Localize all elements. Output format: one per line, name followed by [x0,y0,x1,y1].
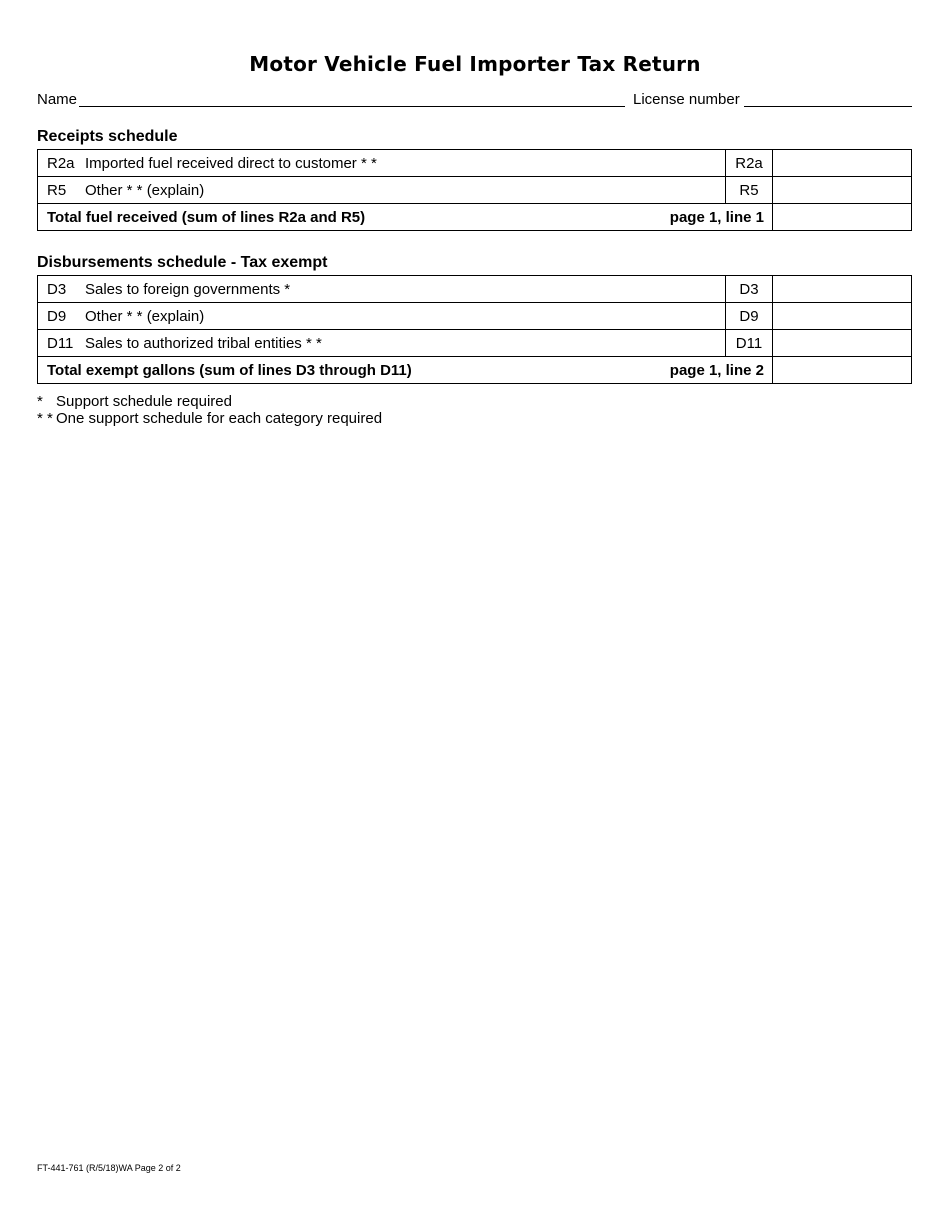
total-label: Total fuel received (sum of lines R2a and R5) [38,204,629,231]
disbursements-schedule-heading: Disbursements schedule - Tax exempt [37,254,328,271]
footnote-mark: * * [37,410,53,427]
row-description [38,276,726,303]
total-fuel-received-field[interactable] [773,204,912,231]
line-ref: D11 [726,330,773,357]
table-row [38,276,912,303]
line-ref: R5 [726,177,773,204]
amount-field-d11[interactable] [773,330,912,357]
row-description [38,330,726,357]
line-code: R5 [47,181,67,199]
line-ref: D3 [726,276,773,303]
amount-field-d9[interactable] [773,303,912,330]
line-code: D9 [47,307,67,325]
table-row [38,177,912,204]
line-description: Other * * (explain) [85,307,205,325]
name-label: Name [37,91,78,108]
form-title: Motor Vehicle Fuel Importer Tax Return [249,52,701,76]
footnote-text: One support schedule for each category required [56,410,383,427]
line-code: R2a [47,154,75,172]
amount-field-r2a[interactable] [773,150,912,177]
line-ref: D9 [726,303,773,330]
disbursements-schedule-table [37,275,912,384]
total-row [38,357,912,384]
license-number-field[interactable] [744,106,912,107]
line-description: Other * * (explain) [85,181,205,199]
form-footer: FT-441-761 (R/5/18)WA Page 2 of 2 [37,1163,181,1173]
table-row [38,303,912,330]
row-description [38,303,726,330]
receipts-schedule-table [37,149,912,231]
footnote-mark: * [37,393,43,410]
table-row [38,150,912,177]
footnote [37,410,382,427]
footnotes [37,393,382,427]
row-description [38,177,726,204]
total-label: Total exempt gallons (sum of lines D3 through D11) [38,357,637,384]
footnote-text: Support schedule required [56,393,232,410]
row-description [38,150,726,177]
amount-field-r5[interactable] [773,177,912,204]
total-page-ref: page 1, line 2 [636,357,772,384]
line-description: Imported fuel received direct to customer * * [85,154,377,172]
line-description: Sales to authorized tribal entities * * [85,334,322,352]
line-description: Sales to foreign governments * [85,280,291,298]
footnote [37,393,382,410]
header-fields [37,90,912,110]
amount-field-d3[interactable] [773,276,912,303]
line-code: D3 [47,280,67,298]
line-code: D11 [47,334,74,352]
total-page-ref: page 1, line 1 [629,204,773,231]
line-ref: R2a [726,150,773,177]
receipts-schedule-heading: Receipts schedule [37,128,178,145]
total-exempt-gallons-field[interactable] [773,357,912,384]
table-row [38,330,912,357]
license-number-label: License number [633,91,740,108]
name-field[interactable] [79,106,625,107]
total-row [38,204,912,231]
